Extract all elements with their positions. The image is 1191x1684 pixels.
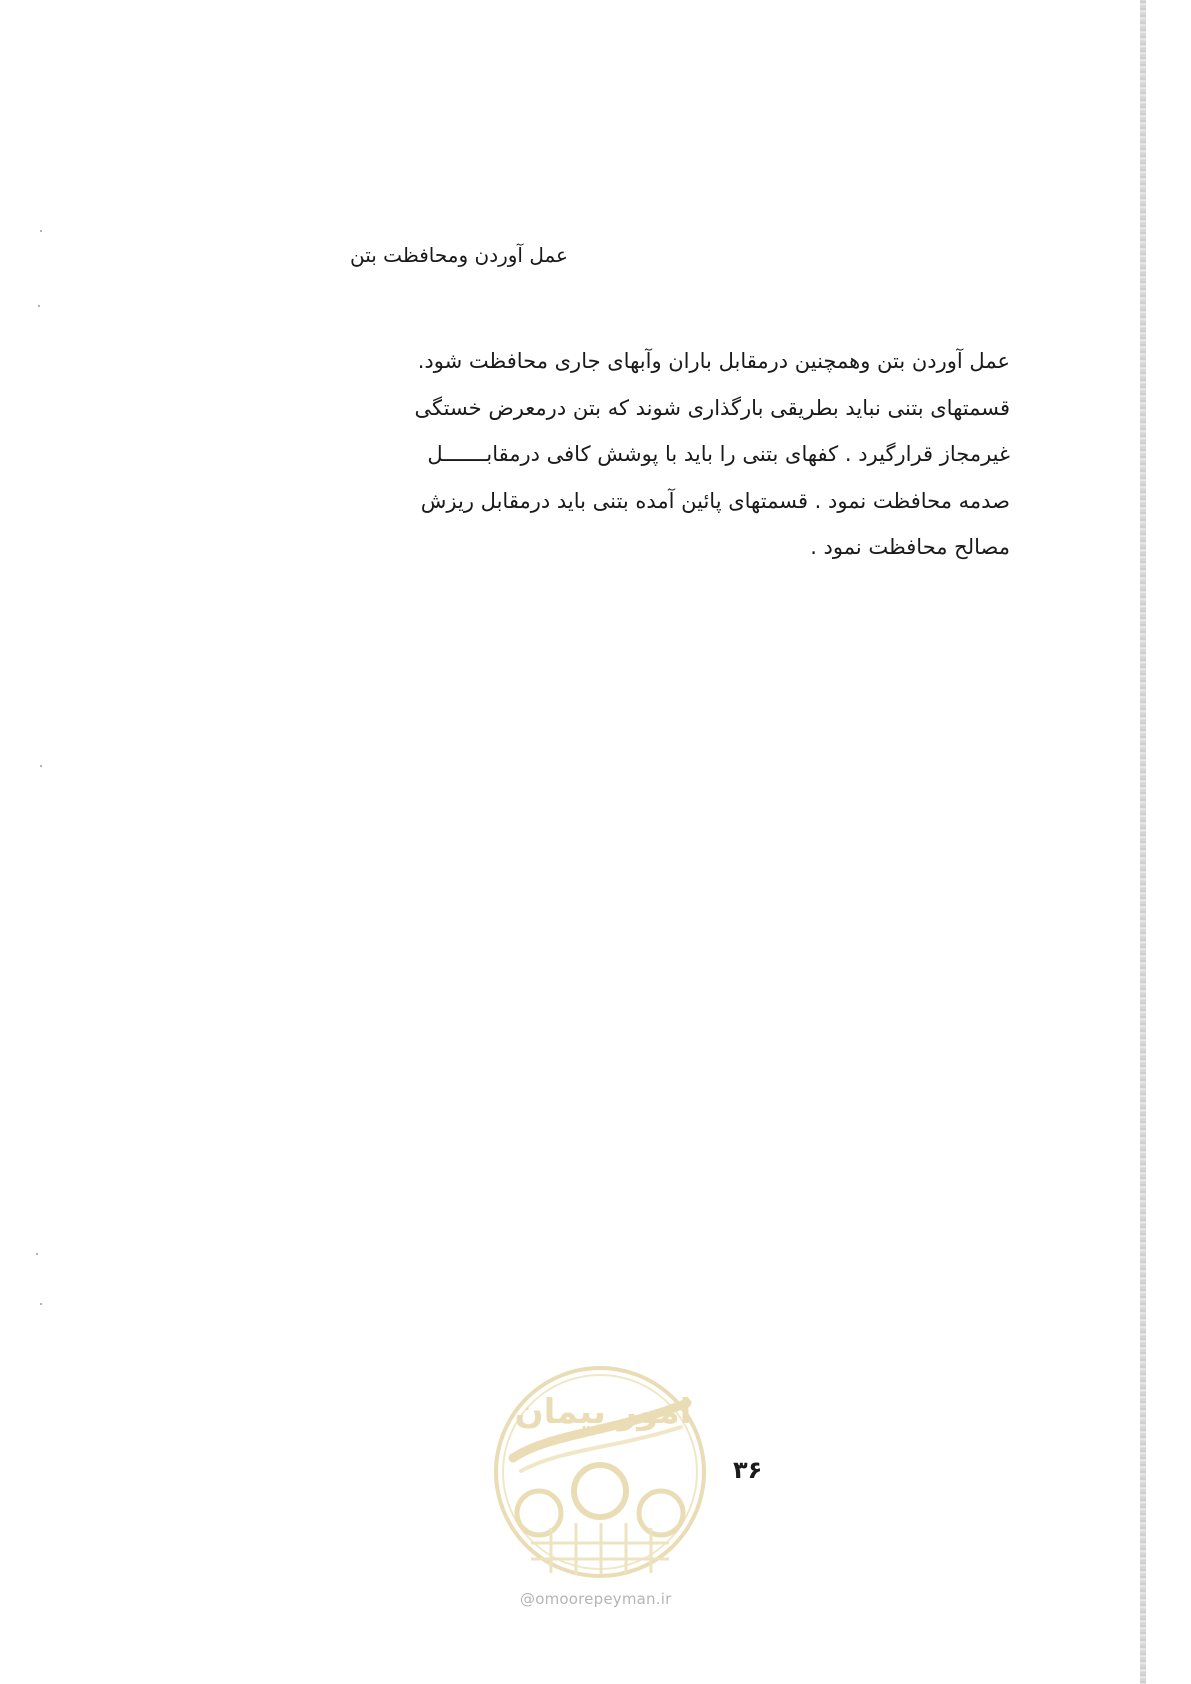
logo-text: امور پیمان [514,1392,692,1432]
page-number: ۳۶ [733,1456,763,1484]
paragraph-line: قسمتهای بتنی نباید بطریقی بارگذاری شوند که بتن درمعرض خستگی [414,395,1010,420]
scan-speck [36,1253,38,1255]
scan-speck [40,1303,42,1305]
omoorepeyman-logo-watermark [491,1363,709,1581]
scan-speck [40,230,42,232]
paragraph-line: غیرمجاز قرارگیرد . کفهای بتنی را باید با پوشش کافی درمقابـــــــل [427,442,1010,466]
scan-speck [40,765,42,767]
paragraph-line: مصالح محافظت نمود . [810,535,1010,559]
section-heading: عمل آوردن ومحافظت بتن [350,243,568,267]
body-paragraph [290,338,1010,571]
paragraph-line: صدمه محافظت نمود . قسمتهای پائین آمده بتنی باید درمقابل ریزش [420,488,1010,513]
scan-speck [38,305,40,307]
paragraph-line: عمل آوردن بتن وهمچنین درمقابل باران وآبهای جاری محافظت شود. [417,349,1010,373]
scanned-page-edge [1140,0,1146,1684]
watermark-url: @omoorepeyman.ir [520,1590,672,1608]
